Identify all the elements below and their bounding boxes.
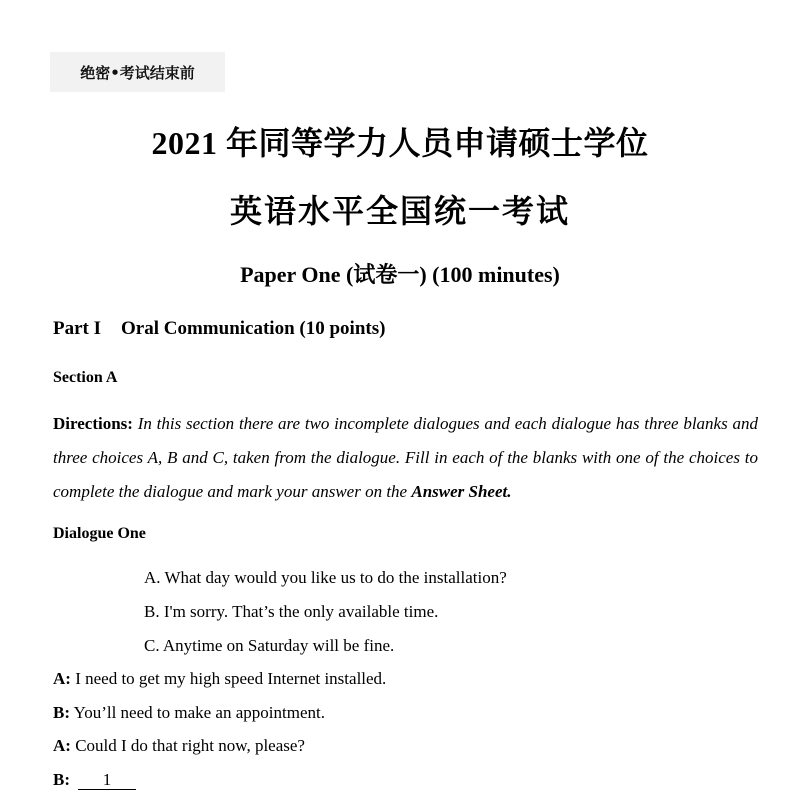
turn-text: I need to get my high speed Internet installed. xyxy=(70,669,387,688)
answer-sheet-emphasis: Answer Sheet. xyxy=(411,482,512,501)
choice-b: B. I'm sorry. That’s the only available time. xyxy=(144,602,439,621)
part-name: Oral Communication (10 points) xyxy=(121,318,386,339)
turn-text: Could I do that right now, please? xyxy=(70,736,305,755)
part-number: Part I xyxy=(53,318,102,339)
speaker-label: B: xyxy=(53,770,70,789)
speaker-label: B: xyxy=(53,703,70,722)
dialogue-turn xyxy=(53,770,136,790)
dialogue-turn xyxy=(53,669,386,689)
exam-title-line-1: 2021 年同等学力人员申请硕士学位 xyxy=(151,125,649,161)
directions-paragraph xyxy=(53,407,758,509)
section-heading: Section A xyxy=(53,369,118,386)
dialogue-heading: Dialogue One xyxy=(53,525,146,542)
speaker-label: A: xyxy=(53,736,71,755)
choice-a: A. What day would you like us to do the installation? xyxy=(144,568,507,587)
directions-text: In this section there are two incomplete dialogues and each dialogue has three blanks and three choices A, B and C, taken from the dialogue. Fill in each of the blanks with one of the choices to complete the dialogue and mark your answer on the xyxy=(53,414,758,501)
paper-title: Paper One (试卷一) (100 minutes) xyxy=(240,262,560,287)
exam-title-line-2: 英语水平全国统一考试 xyxy=(229,193,570,229)
choice-c: C. Anytime on Saturday will be fine. xyxy=(144,636,395,655)
confidential-stamp: 绝密•考试结束前 xyxy=(50,52,225,92)
answer-blank: 1 xyxy=(78,771,136,790)
dialogue-turn xyxy=(53,703,325,723)
speaker-label: A: xyxy=(53,669,71,688)
part-heading xyxy=(53,318,385,340)
directions-label: Directions: xyxy=(53,414,133,433)
dialogue-turn xyxy=(53,736,305,756)
turn-text: You’ll need to make an appointment. xyxy=(70,703,325,722)
